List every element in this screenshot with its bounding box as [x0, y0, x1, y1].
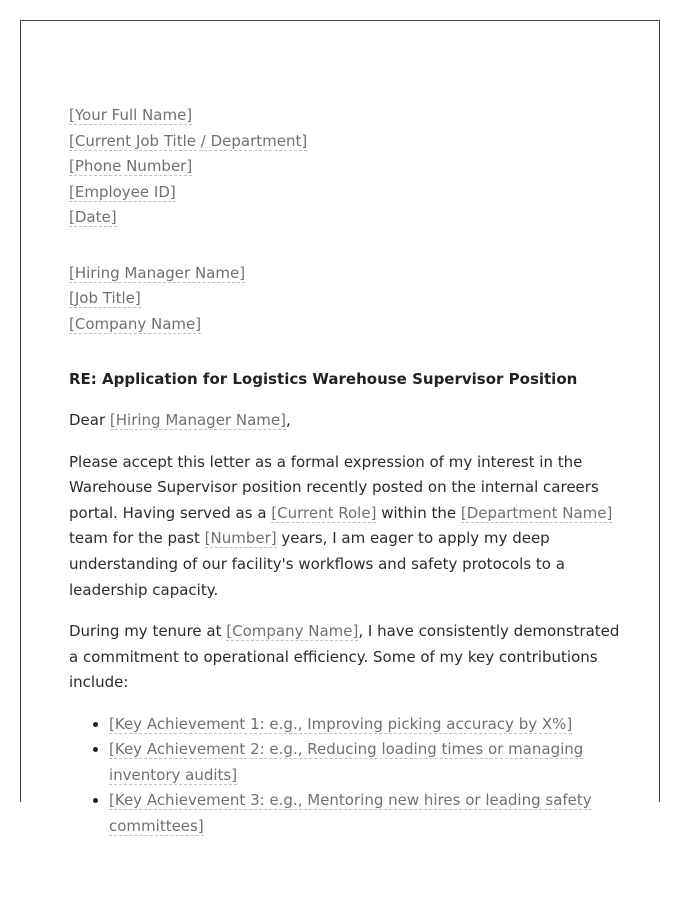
paragraph-text: Please accept this letter as a formal expression of my interest in the Warehouse Supervisor position recently posted on the internal careers portal. Having served as a — [69, 452, 599, 522]
document-page — [20, 20, 660, 835]
recipient-block — [69, 261, 625, 338]
sender-phone[interactable]: [Phone Number] — [69, 157, 193, 175]
subject-line: RE: Application for Logistics Warehouse Supervisor Position — [69, 370, 578, 388]
salutation-name[interactable]: [Hiring Manager Name] — [109, 411, 286, 429]
salutation — [69, 408, 625, 434]
paragraph-text: years, I am eager to apply my deep understanding of our facility's workflows and safety protocols to a leadership capacity. — [69, 529, 565, 599]
paragraph-text: , I have consistently demonstrated a commitment to operational efficiency. Some of my key contributions include: — [69, 622, 620, 692]
achievement-1[interactable]: [Key Achievement 1: e.g., Improving picking accuracy by X%] — [109, 714, 573, 733]
list-item — [109, 712, 625, 738]
paragraph-text: team for the past — [69, 529, 205, 548]
sender-job-title[interactable]: [Current Job Title / Department] — [69, 131, 308, 150]
company-placeholder[interactable]: [Company Name] — [226, 622, 359, 641]
salutation-prefix: Dear — [69, 411, 110, 429]
recipient-job-title[interactable]: [Job Title] — [69, 289, 141, 307]
sender-block — [69, 103, 625, 231]
years-placeholder[interactable]: [Number] — [204, 529, 277, 548]
sender-date[interactable]: [Date] — [69, 208, 117, 226]
sender-employee-id[interactable]: [Employee ID] — [69, 182, 176, 201]
salutation-suffix: , — [285, 411, 291, 429]
recipient-company[interactable]: [Company Name] — [69, 314, 202, 333]
achievement-3[interactable]: [Key Achievement 3: e.g., Mentoring new hires or leading safety committees] — [109, 791, 592, 835]
achievement-2[interactable]: [Key Achievement 2: e.g., Reducing loading times or managing inventory audits] — [109, 740, 584, 784]
achievements-list — [69, 712, 625, 840]
letter-body — [69, 103, 625, 839]
current-role-placeholder[interactable]: [Current Role] — [271, 503, 377, 522]
recipient-manager-name[interactable]: [Hiring Manager Name] — [69, 263, 246, 282]
paragraph-tenure — [69, 619, 625, 696]
list-item — [109, 788, 625, 839]
department-placeholder[interactable]: [Department Name] — [460, 503, 613, 522]
list-item — [109, 737, 625, 788]
paragraph-text: During my tenure at — [69, 622, 227, 641]
paragraph-text: within the — [376, 503, 461, 522]
paragraph-interest — [69, 450, 625, 604]
sender-full-name[interactable]: [Your Full Name] — [69, 106, 193, 124]
